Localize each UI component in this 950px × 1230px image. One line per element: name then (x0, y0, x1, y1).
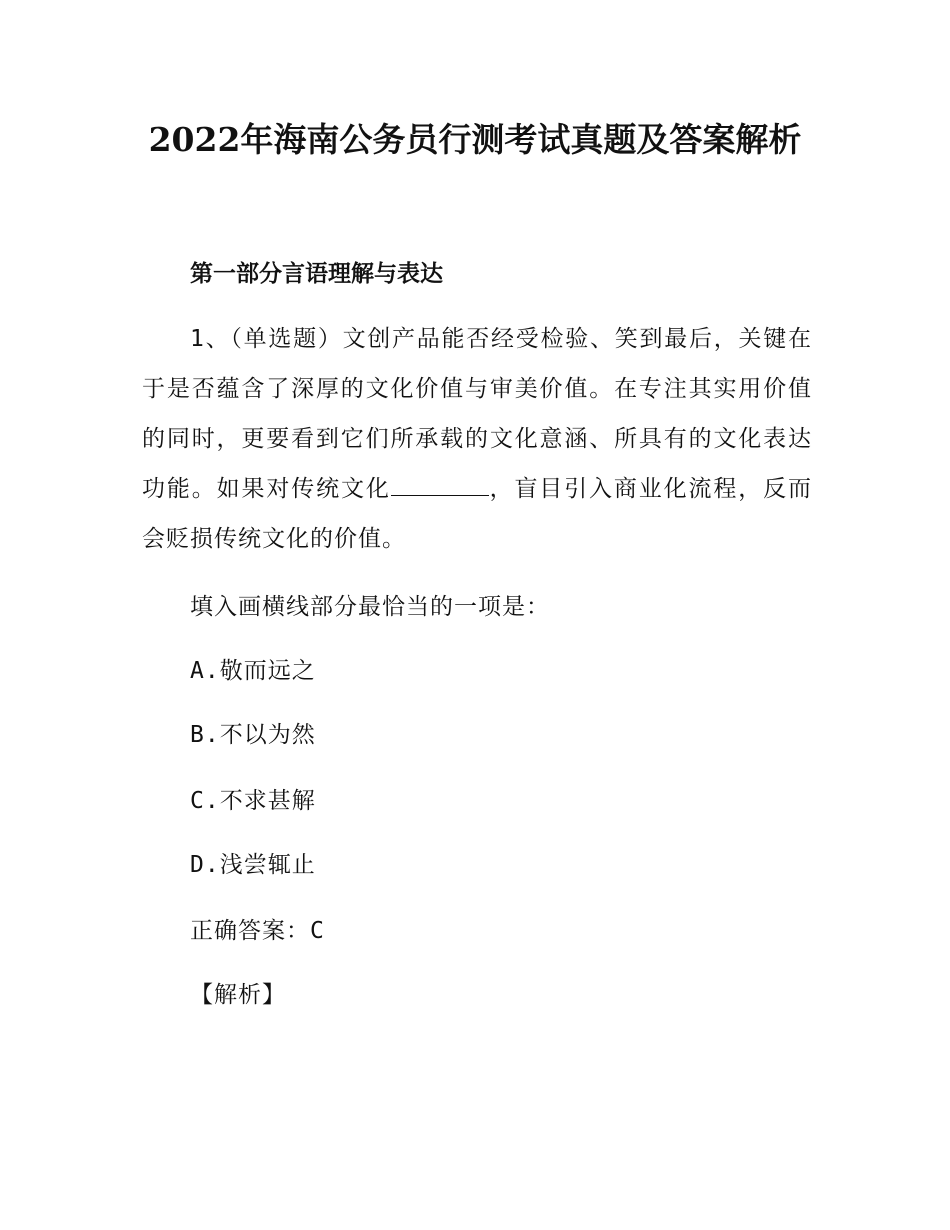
correct-answer: 正确答案：C (190, 918, 325, 944)
question-text-after-blank: ，盲目引入商业化流程，反而会贬损传统文化的价值。 (142, 476, 812, 552)
option-b: B.不以为然 (190, 722, 316, 748)
analysis-label: 【解析】 (190, 982, 286, 1008)
option-a: A.敬而远之 (190, 658, 316, 684)
question-paragraph (142, 314, 812, 564)
fill-in-blank (391, 471, 489, 496)
option-d: D.浅尝辄止 (190, 852, 316, 878)
question-prompt: 填入画横线部分最恰当的一项是： (190, 594, 550, 620)
question-text-before-blank: 1、（单选题）文创产品能否经受检验、笑到最后，关键在于是否蕴含了深厚的文化价值与审美价值。在专注其实用价值的同时，更要看到它们所承载的文化意涵、所具有的文化表达功能。如果对传统文化 (142, 326, 812, 502)
document-title: 2022年海南公务员行测考试真题及答案解析 (148, 120, 802, 159)
section-heading: 第一部分言语理解与表达 (190, 261, 443, 287)
option-c: C.不求甚解 (190, 788, 316, 814)
